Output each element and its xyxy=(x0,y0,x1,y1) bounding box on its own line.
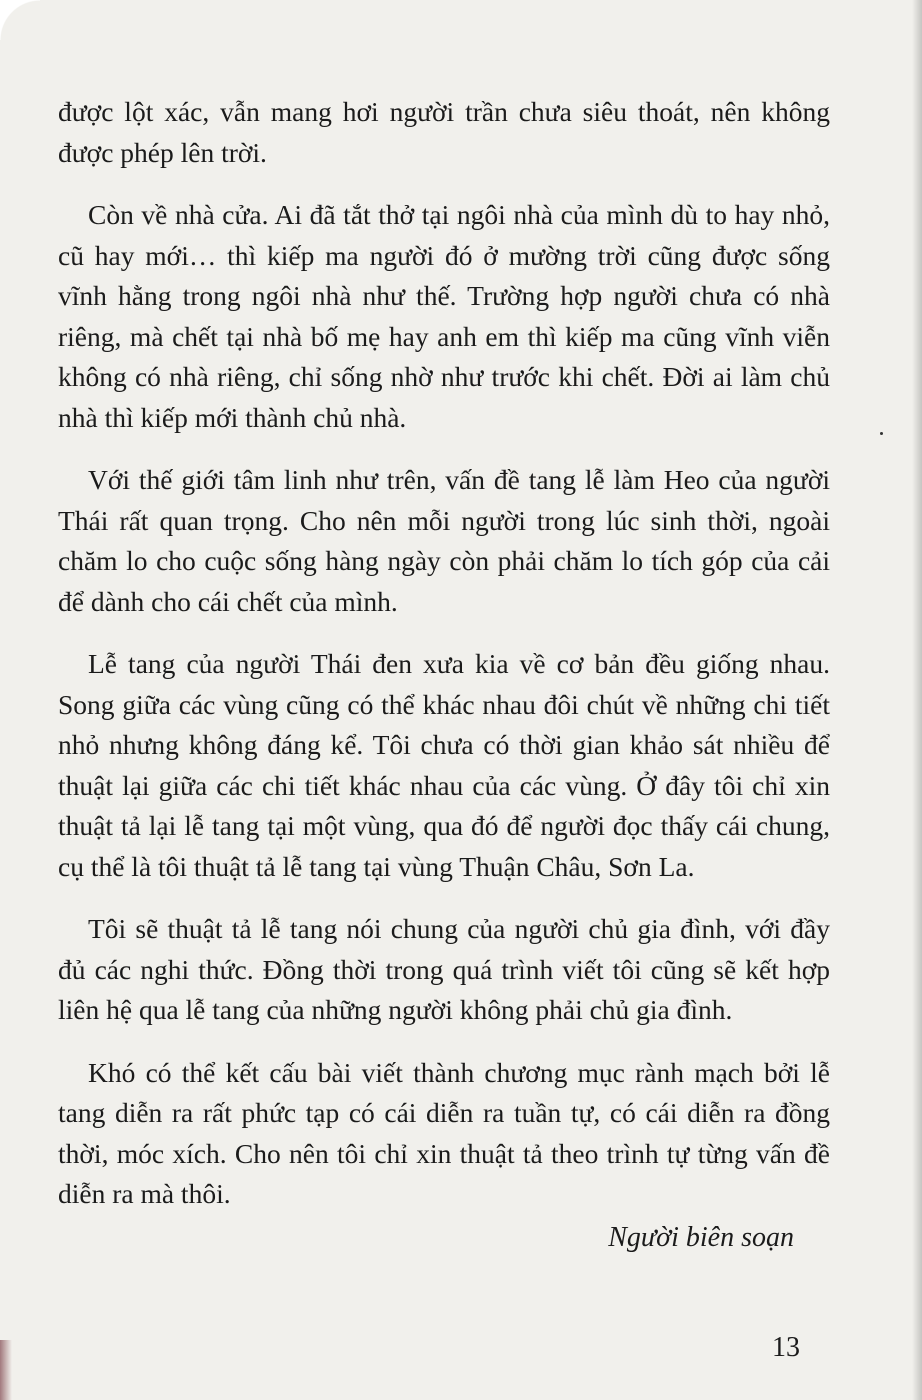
paragraph-house: Còn về nhà cửa. Ai đã tắt thở tại ngôi nhà của mình dù to hay nhỏ, cũ hay mới… thì kiếp ma người đó ở mường trời cũng được sống vĩnh hằng trong ngôi nhà như thế. Trường hợp người chưa có nhà riêng, mà chết tại nhà bố mẹ hay anh em thì kiếp ma cũng vĩnh viễn không có nhà riêng, chỉ sống nhờ như trước khi chết. Đời ai làm chủ nhà thì kiếp mới thành chủ nhà. xyxy=(58,199,830,433)
book-cover-edge xyxy=(0,1340,12,1400)
page-edge-shadow xyxy=(912,0,922,1400)
paragraph-head-of-family: Tôi sẽ thuật tả lễ tang nói chung của người chủ gia đình, với đầy đủ các nghi thức. Đồng thời trong quá trình viết tôi cũng sẽ kết hợp liên hệ qua lễ tang của những người không phải chủ gia đình. xyxy=(58,913,830,1025)
paragraph-continuation: được lột xác, vẫn mang hơi người trần chưa siêu thoát, nên không được phép lên trời. xyxy=(58,96,830,168)
paragraph-structure: Khó có thể kết cấu bài viết thành chương mục rành mạch bởi lễ tang diễn ra rất phức tạp có cái diễn ra tuần tự, có cái diễn ra đồng thời, móc xích. Cho nên tôi chỉ xin thuật tả theo trình tự từng vấn đề diễn ra mà thôi. xyxy=(58,1056,830,1209)
paragraph-funeral-regions: Lễ tang của người Thái đen xưa kia về cơ bản đều giống nhau. Song giữa các vùng cũng có thể khác nhau đôi chút về những chi tiết nhỏ nhưng không đáng kể. Tôi chưa có thời gian khảo sát nhiều để thuật lại giữa các chi tiết khác nhau của các vùng. Ở đây tôi chỉ xin thuật tả lại lễ tang tại một vùng, qua đó để người đọc thấy cái chung, cụ thể là tôi thuật tả lễ tang tại vùng Thuận Châu, Sơn La. xyxy=(58,648,830,882)
page-corner xyxy=(0,0,40,40)
paragraph-spiritual-world: Với thế giới tâm linh như trên, vấn đề tang lễ làm Heo của người Thái rất quan trọng. Cho nên mỗi người trong lúc sinh thời, ngoài chăm lo cho cuộc sống hàng ngày còn phải chăm lo tích góp của cải để dành cho cái chết của mình. xyxy=(58,464,830,617)
print-speck xyxy=(880,432,883,435)
page-number: 13 xyxy=(772,1332,800,1363)
body-text xyxy=(58,92,830,1237)
author-signature: Người biên soạn xyxy=(608,1222,794,1253)
